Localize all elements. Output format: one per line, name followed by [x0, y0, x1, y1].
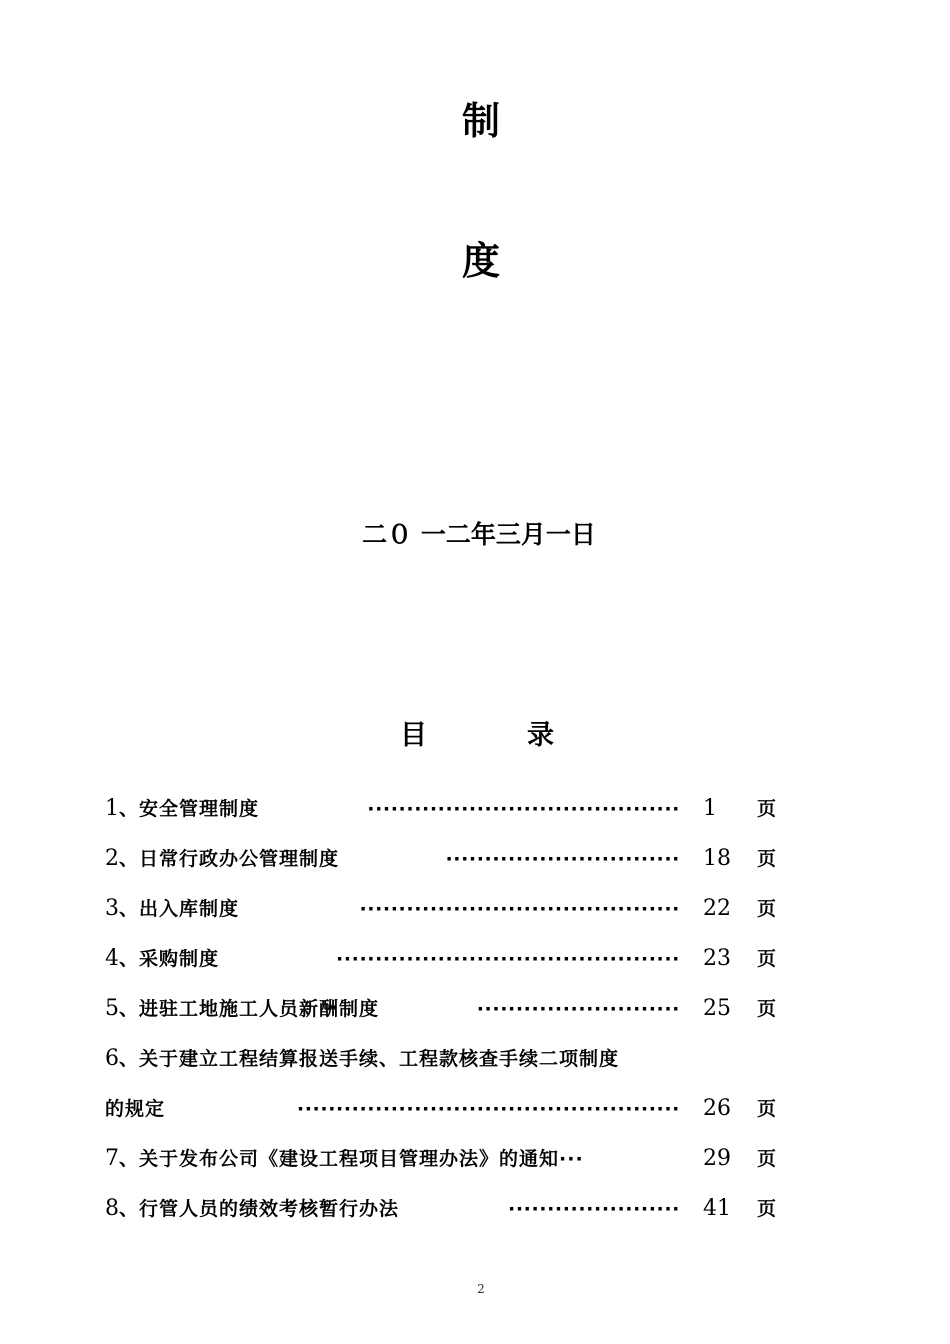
toc-item-page: 25 [703, 996, 731, 1021]
toc-page-unit: 页 [757, 848, 777, 870]
toc-item-page: 18 [703, 846, 731, 871]
toc-page-unit: 页 [757, 1148, 777, 1170]
toc-item-title: 的规定 [105, 1098, 166, 1120]
toc-heading [400, 722, 570, 754]
toc-item-8[interactable] [105, 1190, 785, 1240]
toc-item-title: 采购制度 [139, 948, 220, 970]
toc-leader-dots: ········································ [367, 798, 680, 820]
toc-page-unit: 页 [757, 998, 777, 1020]
toc-item-number: 8 [105, 1196, 119, 1221]
toc-item-page: 22 [703, 896, 731, 921]
toc-item-number: 5 [105, 996, 119, 1021]
toc-item-separator: 、 [119, 998, 140, 1020]
toc-item-6[interactable] [105, 1040, 785, 1090]
toc-item-page: 26 [703, 1096, 731, 1121]
toc-item-title: 关于发布公司《建设工程项目管理办法》的通知 [139, 1148, 560, 1170]
footer-page-number: 2 [477, 1282, 485, 1296]
toc-item-number: 4 [105, 946, 119, 971]
toc-item-number: 1 [105, 796, 119, 821]
toc-item-page: 29 [703, 1146, 731, 1171]
toc-item-page: 23 [703, 946, 731, 971]
toc-page-unit: 页 [757, 798, 777, 820]
toc-item-number: 2 [105, 846, 119, 871]
toc-item-title: 关于建立工程结算报送手续、工程款核查手续二项制度 [139, 1048, 620, 1070]
toc-page-unit: 页 [757, 948, 777, 970]
toc-item-7[interactable] [105, 1140, 785, 1190]
document-title-char-2: 度 [461, 239, 500, 283]
toc-item-title: 出入库制度 [139, 898, 240, 920]
toc-item-5[interactable] [105, 990, 785, 1040]
toc-item-separator: 、 [119, 1048, 140, 1070]
toc-item-title: 日常行政办公管理制度 [139, 848, 340, 870]
toc-page-unit: 页 [757, 1198, 777, 1220]
toc-item-separator: 、 [119, 1148, 140, 1170]
toc-item-number: 6 [105, 1046, 119, 1071]
toc-leader-dots: ················································· [296, 1098, 680, 1120]
toc-item-number: 7 [105, 1146, 119, 1171]
toc-item-3[interactable] [105, 890, 785, 940]
toc-leader-dots: ············································ [336, 948, 680, 970]
toc-leader-dots: ·························· [476, 998, 680, 1020]
toc-leader-dots: ······················ [508, 1198, 680, 1220]
toc-item-title: 行管人员的绩效考核暂行办法 [139, 1198, 400, 1220]
toc-item-separator: 、 [119, 798, 140, 820]
toc-item-title: 安全管理制度 [139, 798, 260, 820]
toc-leader-dots: ······························ [445, 848, 680, 870]
toc-item-separator: 、 [119, 848, 140, 870]
toc-item-2[interactable] [105, 840, 785, 890]
toc-item-page: 1 [703, 796, 717, 821]
toc-item-separator: 、 [119, 1198, 140, 1220]
toc-item-number: 3 [105, 896, 119, 921]
document-title-char-1: 制 [461, 99, 500, 143]
toc-heading-right: 录 [527, 720, 554, 751]
toc-page-unit: 页 [757, 1098, 777, 1120]
toc-item-title: 进驻工地施工人员新酬制度 [139, 998, 380, 1020]
toc-item-separator: 、 [119, 948, 140, 970]
toc-item-page: 41 [703, 1196, 731, 1221]
toc-leader-dots: ··· [559, 1148, 584, 1170]
toc-item-6-continued[interactable] [105, 1090, 785, 1140]
toc-item-1[interactable] [105, 790, 785, 840]
toc-item-separator: 、 [119, 898, 140, 920]
toc-leader-dots: ········································· [359, 898, 680, 920]
table-of-contents [105, 790, 785, 1240]
toc-item-4[interactable] [105, 940, 785, 990]
document-date: 二０ 一二年三月一日 [362, 520, 596, 549]
toc-heading-left: 目 [400, 720, 427, 751]
toc-page-unit: 页 [757, 898, 777, 920]
